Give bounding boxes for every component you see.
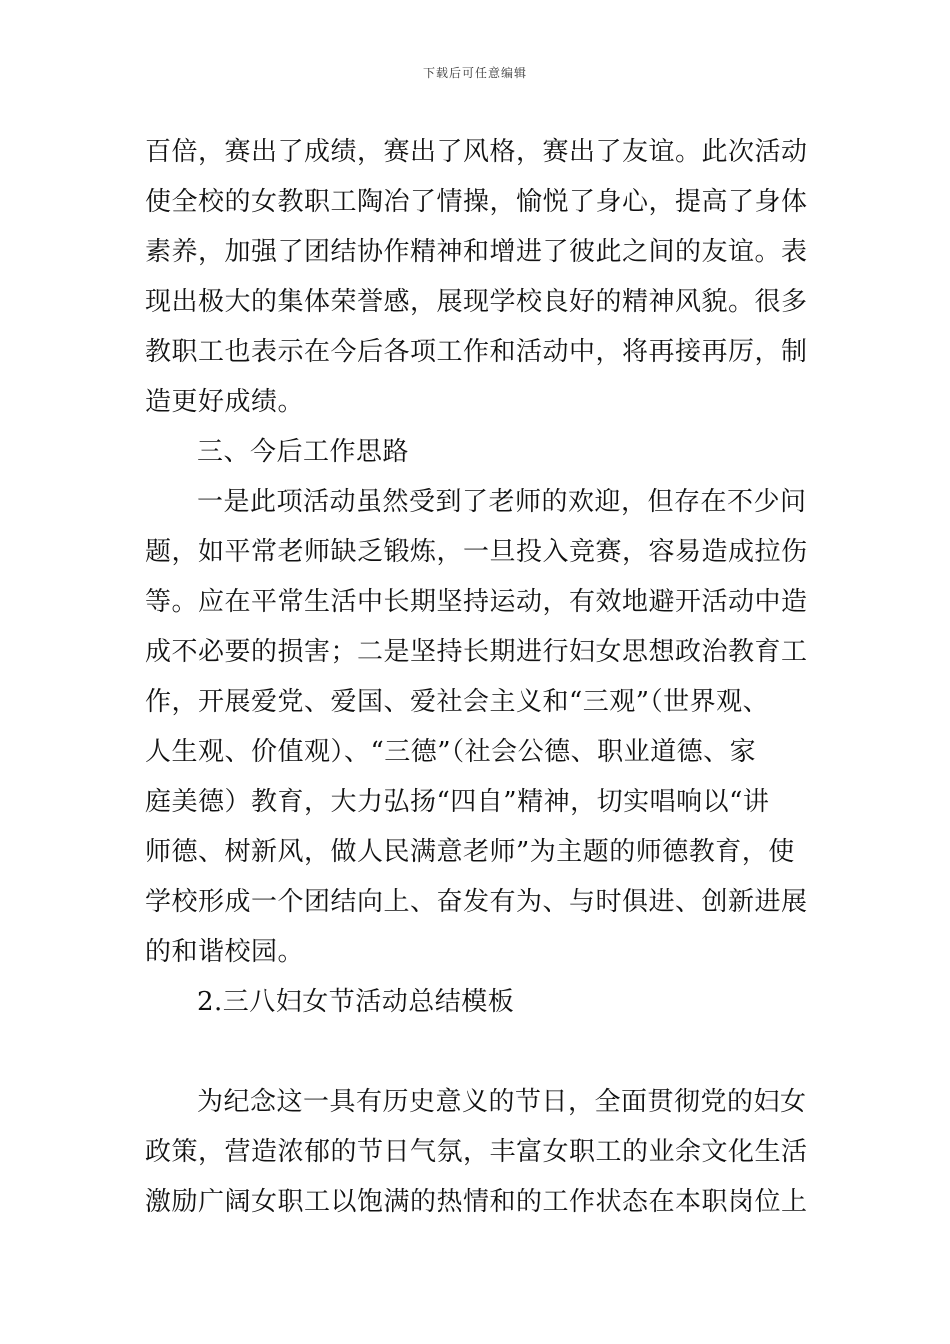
document-body	[145, 127, 810, 1227]
paragraph-line: 庭美德）教育，大力弘扬“四自”精神，切实唱响以“讲	[145, 787, 770, 817]
paragraph-line: 教职工也表示在今后各项工作和活动中，将再接再厉，制	[145, 337, 808, 367]
paragraph-line: 一是此项活动虽然受到了老师的欢迎，但存在不少问	[197, 487, 807, 517]
paragraph-line: 百倍，赛出了成绩，赛出了风格，赛出了友谊。此次活动	[145, 137, 808, 167]
section-heading: 三、今后工作思路	[197, 437, 410, 467]
paragraph-line: 学校形成一个团结向上、奋发有为、与时俱进、创新进展	[145, 887, 808, 917]
paragraph-line: 激励广阔女职工以饱满的热情和的工作状态在本职岗位上	[145, 1187, 808, 1217]
section-title: 2.三八妇女节活动总结模板	[197, 987, 515, 1017]
paragraph-line: 为纪念这一具有历史意义的节日，全面贯彻党的妇女	[197, 1087, 807, 1117]
paragraph-line: 等。应在平常生活中长期坚持运动，有效地避开活动中造	[145, 587, 808, 617]
paragraph-line: 政策，营造浓郁的节日气氛，丰富女职工的业余文化生活	[145, 1137, 808, 1167]
paragraph-line: 作，开展爱党、爱国、爱社会主义和“三观”（世界观、	[145, 687, 770, 717]
paragraph-line: 现出极大的集体荣誉感，展现学校良好的精神风貌。很多	[145, 287, 808, 317]
paragraph-line: 题，如平常老师缺乏锻炼，一旦投入竞赛，容易造成拉伤	[145, 537, 808, 567]
paragraph-line: 素养，加强了团结协作精神和增进了彼此之间的友谊。表	[145, 237, 808, 267]
paragraph-line: 造更好成绩。	[145, 387, 305, 417]
paragraph-line: 的和谐校园。	[145, 937, 305, 967]
paragraph-line: 师德、树新风，做人民满意老师”为主题的师德教育，使	[145, 837, 795, 867]
paragraph-line: 成不必要的损害；二是坚持长期进行妇女思想政治教育工	[145, 637, 808, 667]
paragraph-line: 使全校的女教职工陶冶了情操，愉悦了身心，提高了身体	[145, 187, 808, 217]
page-header: 下载后可任意编辑	[422, 66, 527, 80]
paragraph-line: 人生观、价值观）、“三德”（社会公德、职业道德、家	[145, 737, 757, 767]
blank-line	[145, 1027, 810, 1077]
